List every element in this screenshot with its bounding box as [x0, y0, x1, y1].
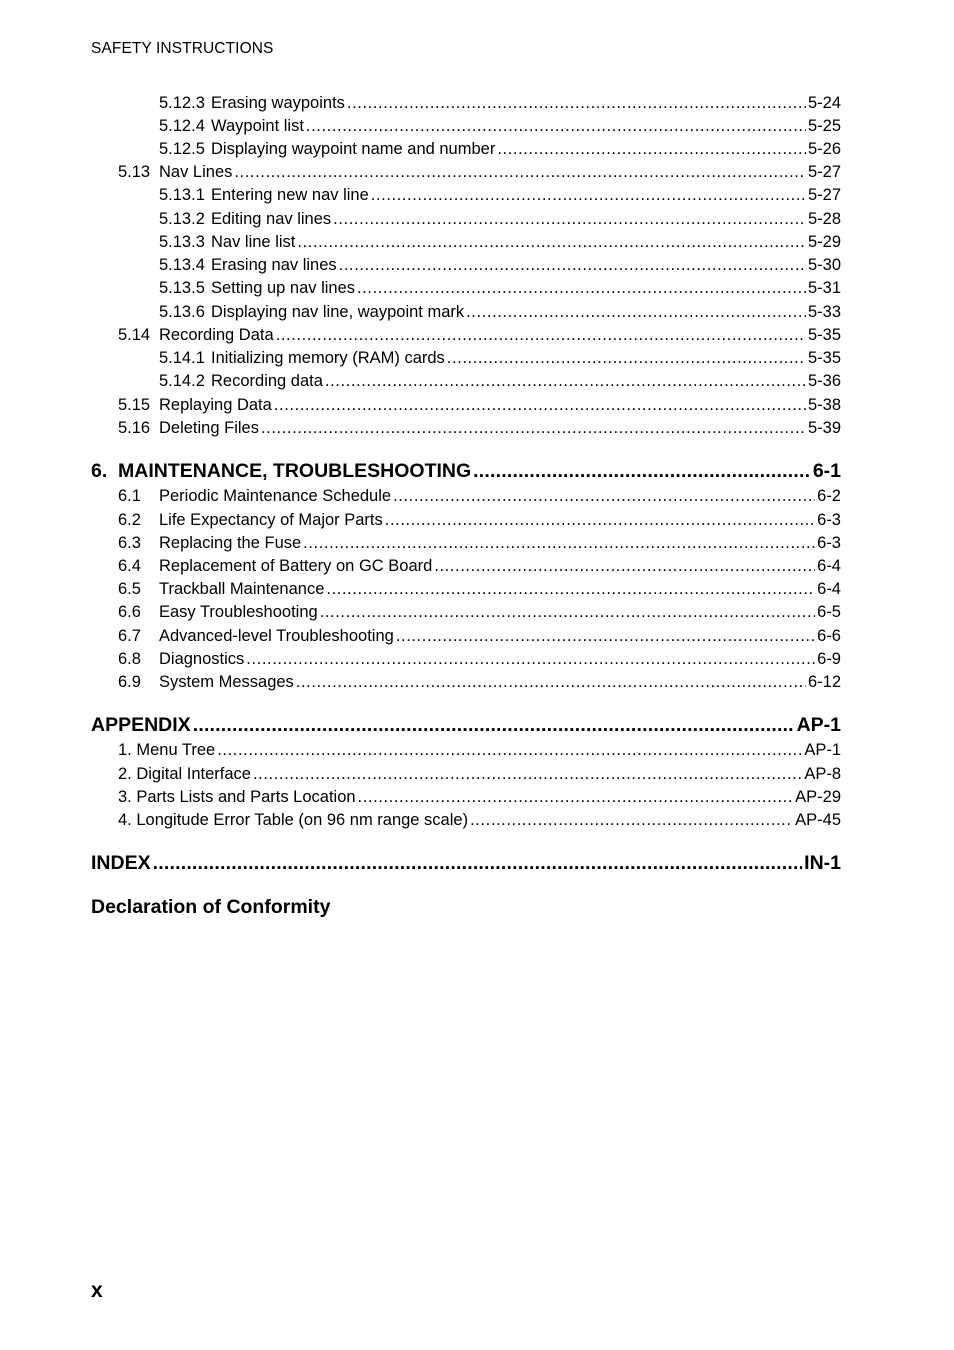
toc-entry[interactable] — [159, 347, 841, 369]
toc-title: Initializing memory (RAM) cards — [211, 349, 445, 367]
toc-title: Replacing the Fuse — [159, 534, 302, 552]
toc-entry[interactable] — [118, 417, 841, 439]
leader-dots — [303, 532, 815, 554]
toc-title: Setting up nav lines — [211, 279, 356, 297]
toc-page: 5-27 — [807, 186, 841, 204]
toc-number: 6.5 — [118, 580, 141, 598]
toc-title: 2. Digital Interface — [118, 765, 251, 783]
toc-number: 5.13.4 — [159, 256, 205, 274]
leader-dots — [261, 417, 806, 439]
toc-index[interactable] — [91, 850, 841, 876]
toc-title: Deleting Files — [159, 419, 259, 437]
toc-page: 6-9 — [817, 650, 841, 668]
leader-dots — [393, 485, 815, 507]
toc-page: 5-25 — [807, 117, 841, 135]
toc-chapter[interactable] — [91, 458, 841, 484]
toc-page: 6-5 — [817, 603, 841, 621]
toc-title: Easy Troubleshooting — [159, 603, 318, 621]
toc-title: Replaying Data — [159, 396, 272, 414]
leader-dots — [339, 254, 806, 276]
leader-dots — [306, 115, 806, 137]
toc-page: 5-29 — [807, 233, 841, 251]
leader-dots — [193, 712, 795, 738]
leader-dots — [333, 208, 806, 230]
toc-entry[interactable] — [118, 625, 841, 647]
toc-page: 6-2 — [817, 487, 841, 505]
toc-entry[interactable] — [118, 671, 841, 693]
toc-entry[interactable] — [118, 648, 841, 670]
toc-entry[interactable] — [118, 324, 841, 346]
leader-dots — [396, 625, 815, 647]
leader-dots — [497, 138, 806, 160]
leader-dots — [296, 671, 806, 693]
toc-title: Nav line list — [211, 233, 296, 251]
toc-page: 6-3 — [817, 534, 841, 552]
toc-title: Recording Data — [159, 326, 274, 344]
toc-title: 1. Menu Tree — [118, 741, 216, 759]
leader-dots — [325, 370, 806, 392]
toc-title: Nav Lines — [159, 163, 233, 181]
toc-entry[interactable] — [118, 485, 841, 507]
toc-title: Periodic Maintenance Schedule — [159, 487, 392, 505]
leader-dots — [371, 184, 806, 206]
toc-title: Displaying waypoint name and number — [211, 140, 496, 158]
toc-title: Life Expectancy of Major Parts — [159, 511, 383, 529]
toc-appendix[interactable] — [91, 712, 841, 738]
toc-page: 5-27 — [807, 163, 841, 181]
toc-page: 5-36 — [807, 372, 841, 390]
toc-title: 3. Parts Lists and Parts Location — [118, 788, 356, 806]
toc-entry[interactable] — [118, 739, 841, 761]
toc-entry[interactable] — [159, 208, 841, 230]
toc-number: 6.9 — [118, 673, 141, 691]
toc-number: 6.8 — [118, 650, 141, 668]
toc-entry[interactable] — [159, 254, 841, 276]
toc-number: 6.3 — [118, 534, 141, 552]
toc-number: 5.12.3 — [159, 94, 205, 112]
running-header: SAFETY INSTRUCTIONS — [91, 40, 274, 57]
toc-page: AP-1 — [804, 741, 841, 759]
toc-page: AP-1 — [796, 714, 841, 736]
toc-entry[interactable] — [118, 509, 841, 531]
toc-number: 6. — [91, 460, 108, 482]
leader-dots — [473, 458, 811, 484]
toc-title: Erasing nav lines — [211, 256, 337, 274]
leader-dots — [326, 578, 815, 600]
toc-number: 6.6 — [118, 603, 141, 621]
declaration-of-conformity[interactable]: Declaration of Conformity — [91, 896, 331, 918]
leader-dots — [217, 739, 802, 761]
toc-number: 6.2 — [118, 511, 141, 529]
leader-dots — [276, 324, 806, 346]
toc-number: 5.12.5 — [159, 140, 205, 158]
leader-dots — [234, 161, 806, 183]
toc-page: 6-1 — [812, 460, 841, 482]
toc-page: AP-8 — [804, 765, 841, 783]
toc-page: AP-29 — [795, 788, 841, 806]
toc-number: 5.15 — [118, 396, 151, 414]
toc-title: Entering new nav line — [211, 186, 369, 204]
toc-title: Diagnostics — [159, 650, 245, 668]
toc-title: MAINTENANCE, TROUBLESHOOTING — [118, 460, 472, 482]
leader-dots — [274, 394, 806, 416]
toc-page: 5-24 — [807, 94, 841, 112]
toc-entry[interactable] — [159, 92, 841, 114]
toc-number: 5.13.2 — [159, 210, 205, 228]
leader-dots — [447, 347, 806, 369]
leader-dots — [297, 231, 806, 253]
toc-page: 5-31 — [807, 279, 841, 297]
leader-dots — [385, 509, 815, 531]
toc-number: 5.16 — [118, 419, 151, 437]
leader-dots — [246, 648, 815, 670]
toc-number: 5.13.1 — [159, 186, 205, 204]
toc-page: 6-3 — [817, 511, 841, 529]
toc-entry[interactable] — [159, 370, 841, 392]
toc-page: 5-30 — [807, 256, 841, 274]
toc-page: 6-12 — [807, 673, 841, 691]
toc-page: 5-26 — [807, 140, 841, 158]
toc-entry[interactable] — [118, 601, 841, 623]
toc-page: 6-4 — [817, 580, 841, 598]
toc-number: 5.14.1 — [159, 349, 205, 367]
toc-number: 5.14.2 — [159, 372, 205, 390]
toc-page: IN-1 — [804, 852, 841, 874]
toc-title: 4. Longitude Error Table (on 96 nm range scale) — [118, 811, 469, 829]
toc-number: 5.12.4 — [159, 117, 205, 135]
toc-number: 6.4 — [118, 557, 141, 575]
toc-title: Editing nav lines — [211, 210, 332, 228]
leader-dots — [358, 786, 794, 808]
toc-title: Recording data — [211, 372, 323, 390]
toc-number: 5.13 — [118, 163, 151, 181]
page-number: x — [91, 1279, 103, 1302]
toc-entry[interactable] — [159, 301, 841, 323]
toc-title: Advanced-level Troubleshooting — [159, 627, 394, 645]
toc-number: 5.13.3 — [159, 233, 205, 251]
toc-number: 6.7 — [118, 627, 141, 645]
leader-dots — [153, 850, 803, 876]
leader-dots — [470, 809, 793, 831]
toc-entry[interactable] — [159, 115, 841, 137]
toc-page: 5-35 — [807, 349, 841, 367]
toc-title: INDEX — [91, 852, 151, 874]
toc-number: 6.1 — [118, 487, 141, 505]
toc-title: Waypoint list — [211, 117, 304, 135]
leader-dots — [320, 601, 815, 623]
toc-title: Trackball Maintenance — [159, 580, 325, 598]
toc-title: Erasing waypoints — [211, 94, 345, 112]
toc-title: APPENDIX — [91, 714, 191, 736]
toc-entry[interactable] — [118, 532, 841, 554]
toc-page: 5-33 — [807, 303, 841, 321]
leader-dots — [357, 277, 806, 299]
leader-dots — [434, 555, 815, 577]
toc-entry[interactable] — [159, 277, 841, 299]
leader-dots — [466, 301, 806, 323]
toc-page: 6-6 — [817, 627, 841, 645]
toc-entry[interactable] — [118, 394, 841, 416]
toc-title: Replacement of Battery on GC Board — [159, 557, 433, 575]
toc-entry[interactable] — [159, 184, 841, 206]
toc-page: 5-38 — [807, 396, 841, 414]
toc-entry[interactable] — [118, 763, 841, 785]
toc-entry[interactable] — [159, 231, 841, 253]
toc-number: 5.13.5 — [159, 279, 205, 297]
toc-entry[interactable] — [118, 555, 841, 577]
toc-entry[interactable] — [159, 138, 841, 160]
toc-entry[interactable] — [118, 809, 841, 831]
toc-title: System Messages — [159, 673, 294, 691]
toc-page: 5-35 — [807, 326, 841, 344]
toc-number: 5.14 — [118, 326, 151, 344]
toc-title: Displaying nav line, waypoint mark — [211, 303, 465, 321]
toc-page: AP-45 — [795, 811, 841, 829]
toc-number: 5.13.6 — [159, 303, 205, 321]
toc-entry[interactable] — [118, 786, 841, 808]
toc-page: 6-4 — [817, 557, 841, 575]
toc-page: 5-28 — [807, 210, 841, 228]
toc-entry[interactable] — [118, 578, 841, 600]
leader-dots — [347, 92, 806, 114]
toc-entry[interactable] — [118, 161, 841, 183]
leader-dots — [253, 763, 802, 785]
toc-page: 5-39 — [807, 419, 841, 437]
